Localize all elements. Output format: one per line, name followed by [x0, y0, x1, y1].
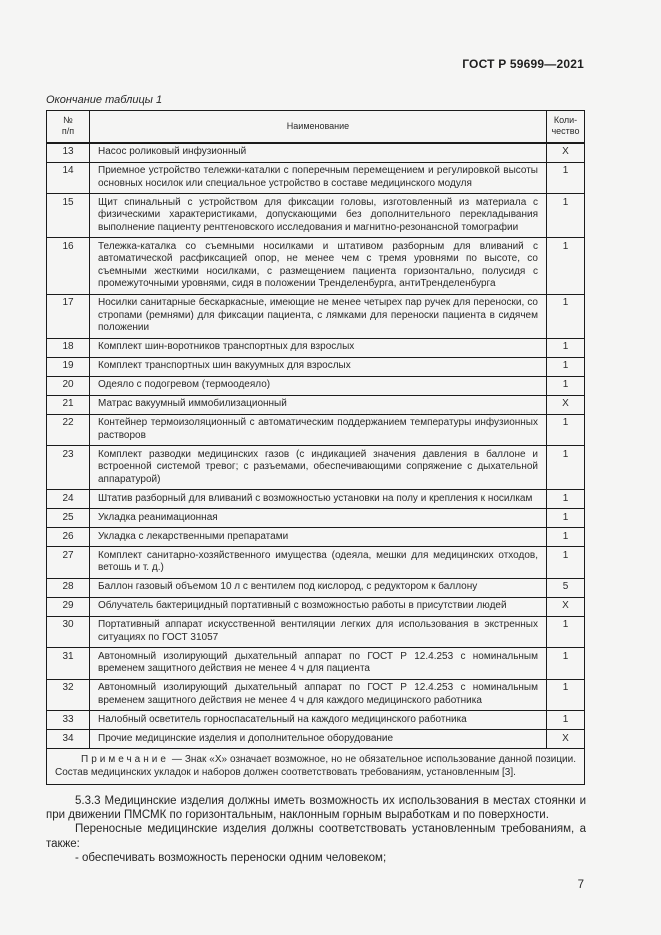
page-number: 7: [577, 879, 584, 892]
row-item-name: Автономный изолирующий дыхательный аппарат по ГОСТ Р 12.4.253 с номинальным временем защитного действия не менее 4 ч для пациента: [90, 648, 547, 680]
row-quantity: Х: [547, 730, 585, 749]
row-item-name: Облучатель бактерицидный портативный с возможностью работы в присутствии людей: [90, 597, 547, 616]
row-item-name: Баллон газовый объемом 10 л с вентилем под кислород, с редуктором к баллону: [90, 578, 547, 597]
row-item-name: Автономный изолирующий дыхательный аппарат по ГОСТ Р 12.4.253 с номинальным временем защитного действия не менее 4 ч для каждого медицинского работника: [90, 679, 547, 711]
row-number: 17: [47, 294, 90, 338]
table-row: [47, 509, 585, 528]
row-item-name: Одеяло с подогревом (термоодеяло): [90, 376, 547, 395]
column-header-quantity-line2: чество: [551, 126, 580, 137]
column-header-number: [47, 111, 90, 143]
row-quantity: 1: [547, 446, 585, 490]
row-number: 13: [47, 143, 90, 163]
row-number: 19: [47, 357, 90, 376]
row-quantity: 1: [547, 376, 585, 395]
row-number: 24: [47, 490, 90, 509]
table-row: [47, 490, 585, 509]
row-number: 15: [47, 194, 90, 238]
row-item-name: Контейнер термоизоляционный с автоматическим поддержанием температуры инфузионных растворов: [90, 414, 547, 446]
row-number: 30: [47, 616, 90, 648]
row-item-name: Комплект шин-воротников транспортных для взрослых: [90, 338, 547, 357]
row-item-name: Налобный осветитель горноспасательный на каждого медицинского работника: [90, 711, 547, 730]
row-number: 32: [47, 679, 90, 711]
row-quantity: 1: [547, 357, 585, 376]
table-row: [47, 414, 585, 446]
row-number: 16: [47, 238, 90, 295]
row-item-name: Штатив разборный для вливаний с возможностью установки на полу и крепления к носилкам: [90, 490, 547, 509]
row-number: 26: [47, 528, 90, 547]
table-row: [47, 446, 585, 490]
row-number: 27: [47, 547, 90, 579]
table-body: [47, 143, 585, 749]
row-number: 21: [47, 395, 90, 414]
row-item-name: Укладка реанимационная: [90, 509, 547, 528]
table-note: [47, 749, 585, 785]
row-item-name: Щит спинальный с устройством для фиксации головы, изготовленный из материала с физическими характеристиками, допускающими без дополнительного перекладывания выполнение пациенту рентгеновского исследования и магнитно-резонансной томографии: [90, 194, 547, 238]
table-row: [47, 294, 585, 338]
row-number: 23: [47, 446, 90, 490]
row-quantity: Х: [547, 395, 585, 414]
table-row: [47, 338, 585, 357]
table-row: [47, 376, 585, 395]
row-item-name: Приемное устройство тележки-каталки с поперечным перемещением и регулировкой высоты основных носилок или специальное устройство в составе медицинского модуля: [90, 162, 547, 194]
row-number: 25: [47, 509, 90, 528]
column-header-quantity-line1: Коли-: [553, 115, 578, 125]
table-row: [47, 648, 585, 680]
row-item-name: Тележка-каталка со съемными носилками и штативом разборным для вливаний с автоматической расфиксацией опор, не менее чем с тремя уровнями по высоте, со съемными жесткими носилками, с размещением пациента горизонтально, полусидя с промежуточными уровнями, сидя в положении Тренделенбурга, антиТренделенбурга: [90, 238, 547, 295]
row-number: 31: [47, 648, 90, 680]
paragraph: Переносные медицинские изделия должны соответствовать установленным требованиям, а также:: [46, 823, 586, 850]
row-quantity: 1: [547, 294, 585, 338]
row-quantity: 1: [547, 711, 585, 730]
row-quantity: Х: [547, 143, 585, 163]
row-quantity: 1: [547, 648, 585, 680]
table-row: [47, 597, 585, 616]
row-number: 14: [47, 162, 90, 194]
row-item-name: Матрас вакуумный иммобилизационный: [90, 395, 547, 414]
row-number: 22: [47, 414, 90, 446]
table-row: [47, 679, 585, 711]
paragraph: - обеспечивать возможность переноски одним человеком;: [75, 851, 387, 864]
row-number: 20: [47, 376, 90, 395]
row-item-name: Портативный аппарат искусственной вентиляции легких для использования в экстренных ситуациях по ГОСТ 31057: [90, 616, 547, 648]
row-quantity: 1: [547, 547, 585, 579]
table-row: [47, 547, 585, 579]
note-row: [47, 749, 585, 785]
row-number: 29: [47, 597, 90, 616]
row-quantity: 1: [547, 509, 585, 528]
table-row: [47, 528, 585, 547]
note-label: Примечание: [81, 754, 169, 765]
row-quantity: Х: [547, 597, 585, 616]
row-quantity: 1: [547, 238, 585, 295]
standard-code-header: ГОСТ Р 59699—2021: [462, 57, 584, 71]
table-header: [47, 111, 585, 143]
column-header-quantity: [547, 111, 585, 143]
table-row: [47, 238, 585, 295]
section-5-3-3-text: [46, 794, 586, 865]
row-item-name: Комплект санитарно-хозяйственного имущества (одеяла, мешки для медицинских отходов, ветошь и т. д.): [90, 547, 547, 579]
table-row: [47, 143, 585, 163]
row-item-name: Комплект транспортных шин вакуумных для взрослых: [90, 357, 547, 376]
row-number: 33: [47, 711, 90, 730]
row-item-name: Носилки санитарные бескаркасные, имеющие не менее четырех пар ручек для переноски, со стропами (ремнями) для фиксации пациента, с лямками для переноски пациента в сидячем положении: [90, 294, 547, 338]
row-quantity: 5: [547, 578, 585, 597]
row-quantity: 1: [547, 338, 585, 357]
row-item-name: Насос роликовый инфузионный: [90, 143, 547, 163]
row-quantity: 1: [547, 162, 585, 194]
table-row: [47, 578, 585, 597]
column-header-number-line1: №: [63, 115, 73, 125]
note-text: — Знак «Х» означает возможное, но не обязательное использование данной позиции. Состав медицинских укладок и наборов должен соответствовать требованиям, установленным [3].: [55, 754, 576, 778]
row-number: 28: [47, 578, 90, 597]
table-row: [47, 162, 585, 194]
row-number: 18: [47, 338, 90, 357]
row-quantity: 1: [547, 490, 585, 509]
row-quantity: 1: [547, 194, 585, 238]
column-header-name: Наименование: [90, 111, 547, 143]
row-item-name: Комплект разводки медицинских газов (с индикацией значения давления в баллоне и встроенной системой тревог; с разъемами, обеспечивающими сопряжение с дыхательной аппаратурой): [90, 446, 547, 490]
table-caption: Окончание таблицы 1: [46, 94, 163, 106]
row-item-name: Прочие медицинские изделия и дополнительное оборудование: [90, 730, 547, 749]
table-row: [47, 711, 585, 730]
table-row: [47, 194, 585, 238]
row-quantity: 1: [547, 616, 585, 648]
row-quantity: 1: [547, 679, 585, 711]
table-row: [47, 730, 585, 749]
column-header-number-line2: п/п: [61, 126, 75, 137]
row-quantity: 1: [547, 414, 585, 446]
row-number: 34: [47, 730, 90, 749]
paragraph: 5.3.3 Медицинские изделия должны иметь возможность их использования в местах стоянки и при движении ПМСМК по горизонтальным, наклонным горным выработкам и по поверхности.: [46, 795, 586, 822]
table-row: [47, 616, 585, 648]
row-item-name: Укладка с лекарственными препаратами: [90, 528, 547, 547]
row-quantity: 1: [547, 528, 585, 547]
table-row: [47, 395, 585, 414]
table-row: [47, 357, 585, 376]
equipment-table: [46, 110, 585, 785]
